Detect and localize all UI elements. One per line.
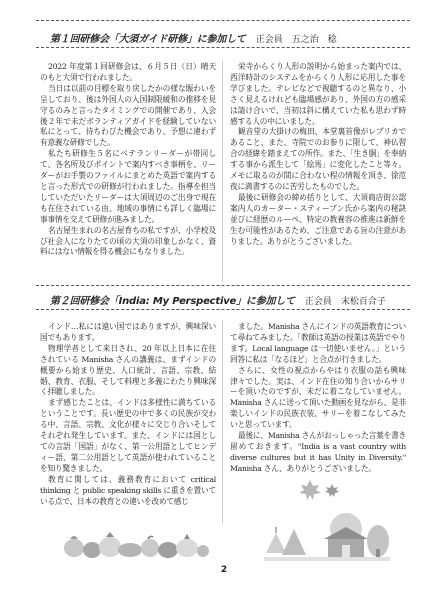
article1-heading — [50, 30, 410, 46]
article1-paragraph: 栄寺からくり人形の説明から始まった案内では、西洋時計のシステムをからくり人形に応用した事を学びました。テレビなどで視聴するのと異なり、小さく見えるけれども臨場感があり、外国の方の感采は請け合いで、当初は斜に構えていた私も思わず時感する人の中にいました。 — [230, 62, 406, 126]
article2-paragraph: 教育に関しては、義務教育において critical thinking と public speaking skills に重きを置いている点で、日本の教育との違いを改めて感じ — [40, 474, 216, 506]
article2-top-rule — [36, 285, 410, 286]
article1-paragraph: 私たち研修生５名にベテランリーダーが帯同して、各名所及びポイントで案内すべき事柄を、リーダーがお手製のファイルにまとめた英語で案内すると言った形式での研修が行われました。指導を担当していただいたリーダーは大須周辺のご出身で現在も在住されている由、地域の事情にも詳しく臨場に事事情を交えて研修が進みました。 — [40, 149, 216, 224]
article2-heading-rule — [36, 309, 410, 310]
article1-paragraph: 名古屋生まれの名古屋育ちの私ですが、小学校及び社会人になりたての頃の大須の印象しかなく、資料にはない情報を得る機会にもなりました。 — [40, 225, 216, 257]
article1-left-column — [40, 62, 216, 280]
article2-paragraph: 物理学者として来日され、20 年以上日本に在住されている Manisha さんの講義は、まずインドの概要から始まり歴史、人口統計、言語、宗教、結婚、教育、衣服、そして料理と多義にわたり興味深く拝聴しました。 — [40, 343, 216, 397]
article1-paragraph: 2022 年度第１回研修会は、６月５日（日）晴天のもと大須で行われました。 — [40, 62, 216, 82]
article2-heading — [50, 292, 410, 308]
article2-byline: 正会員 末松百合子 — [304, 297, 386, 307]
article2-paragraph: ました。Manisha さんにインドの英語教育について尋ねてみました。「教師は英語の授業は英語でやります。Local language は一切使いません。」という回答に私は「なるほど」と合点が行きました。 — [230, 322, 406, 364]
vegetables-fruit-illustration — [60, 528, 210, 560]
article1-paragraph: 最後に研修会の締め括りとして、大須商店街公認案内人のカーター・スティーブン氏から案内の秘訣並びに経歴のルーペ、特定の教養容の推進は新鮮を生む可能性があるため、ご注意である旨の注意がありました。ありがとうございました。 — [230, 192, 406, 246]
article1-heading-rule — [36, 47, 410, 48]
article1-right-column — [230, 62, 406, 280]
article1-paragraph: 観音堂の大掛けの梅田、本堂裏首像がレプリカであること、また、寺院でのお参りに限して、神仏習合の経緯を踏まえての所作。また、「生き胴」を奉納する事から派生して「絵馬」に変化したこと等々。メモに取るのが間に合わない程の情報を頂き、徐范夜に満書するのに苦労したものでした。 — [230, 127, 406, 191]
article1-paragraph: 当日は以前の目標を取り戻したかの様な賑わいを呈しており、後は外国人の入国制限緩和の推移を見守るのみと言ったタイミングでの開催であり、入会後２年で未だボランティアガイドを経験していない私にとって、待ちわびた機会であり、予想に違わず有意義な研修でした。 — [40, 83, 216, 148]
article2-paragraph: 最後に、Manisha さんがおっしゃった言葉を書き留めておきます。"India is a vast country with diverse cultures but it has Unity in Diversity." Manisha さん、ありがとうございました。 — [230, 431, 406, 473]
article2-column-divider — [222, 320, 223, 524]
article2-title: 第２回研修会「India: My Perspective」に参加して — [50, 296, 295, 307]
article1-byline: 正会員 五之治 稔 — [255, 35, 337, 45]
maple-leaf-icon — [300, 478, 344, 502]
top-dashed-rule — [36, 20, 410, 21]
article2-paragraph: まず感じたことは、インドは多様性に満ちているということです。長い歴史の中で多くの民族が交わる中、言語、宗教、文化が様々に交じり合いそしてそれぞれ発生しています。また、インドには国としての言語「国語」がなく、第一公用語としてヒンディー語、第二公用語として英語が使われていることを知り驚きました。 — [40, 398, 216, 473]
page-number: 2 — [220, 565, 228, 575]
autumn-scene-illustration — [262, 505, 392, 563]
article2-paragraph: さらに、女性の視点からやはり衣服の話も興味津々でした。実は、インド在住の知り合いからサリーを頂いたのですが、未だに着こなしていません。Manisha さんに送って頂いた動画を見ながら、是非楽しいインドの民族衣装、サリーを着こなしてみたいと思っています。 — [230, 365, 406, 430]
article2-paragraph: インド…私には遠い国ではありますが、興味深い国でもあります。 — [40, 322, 216, 342]
article1-column-divider — [222, 60, 223, 282]
article1-title: 第１回研修会「大須ガイド研修」に参加して — [50, 34, 246, 45]
article2-left-column — [40, 322, 216, 522]
